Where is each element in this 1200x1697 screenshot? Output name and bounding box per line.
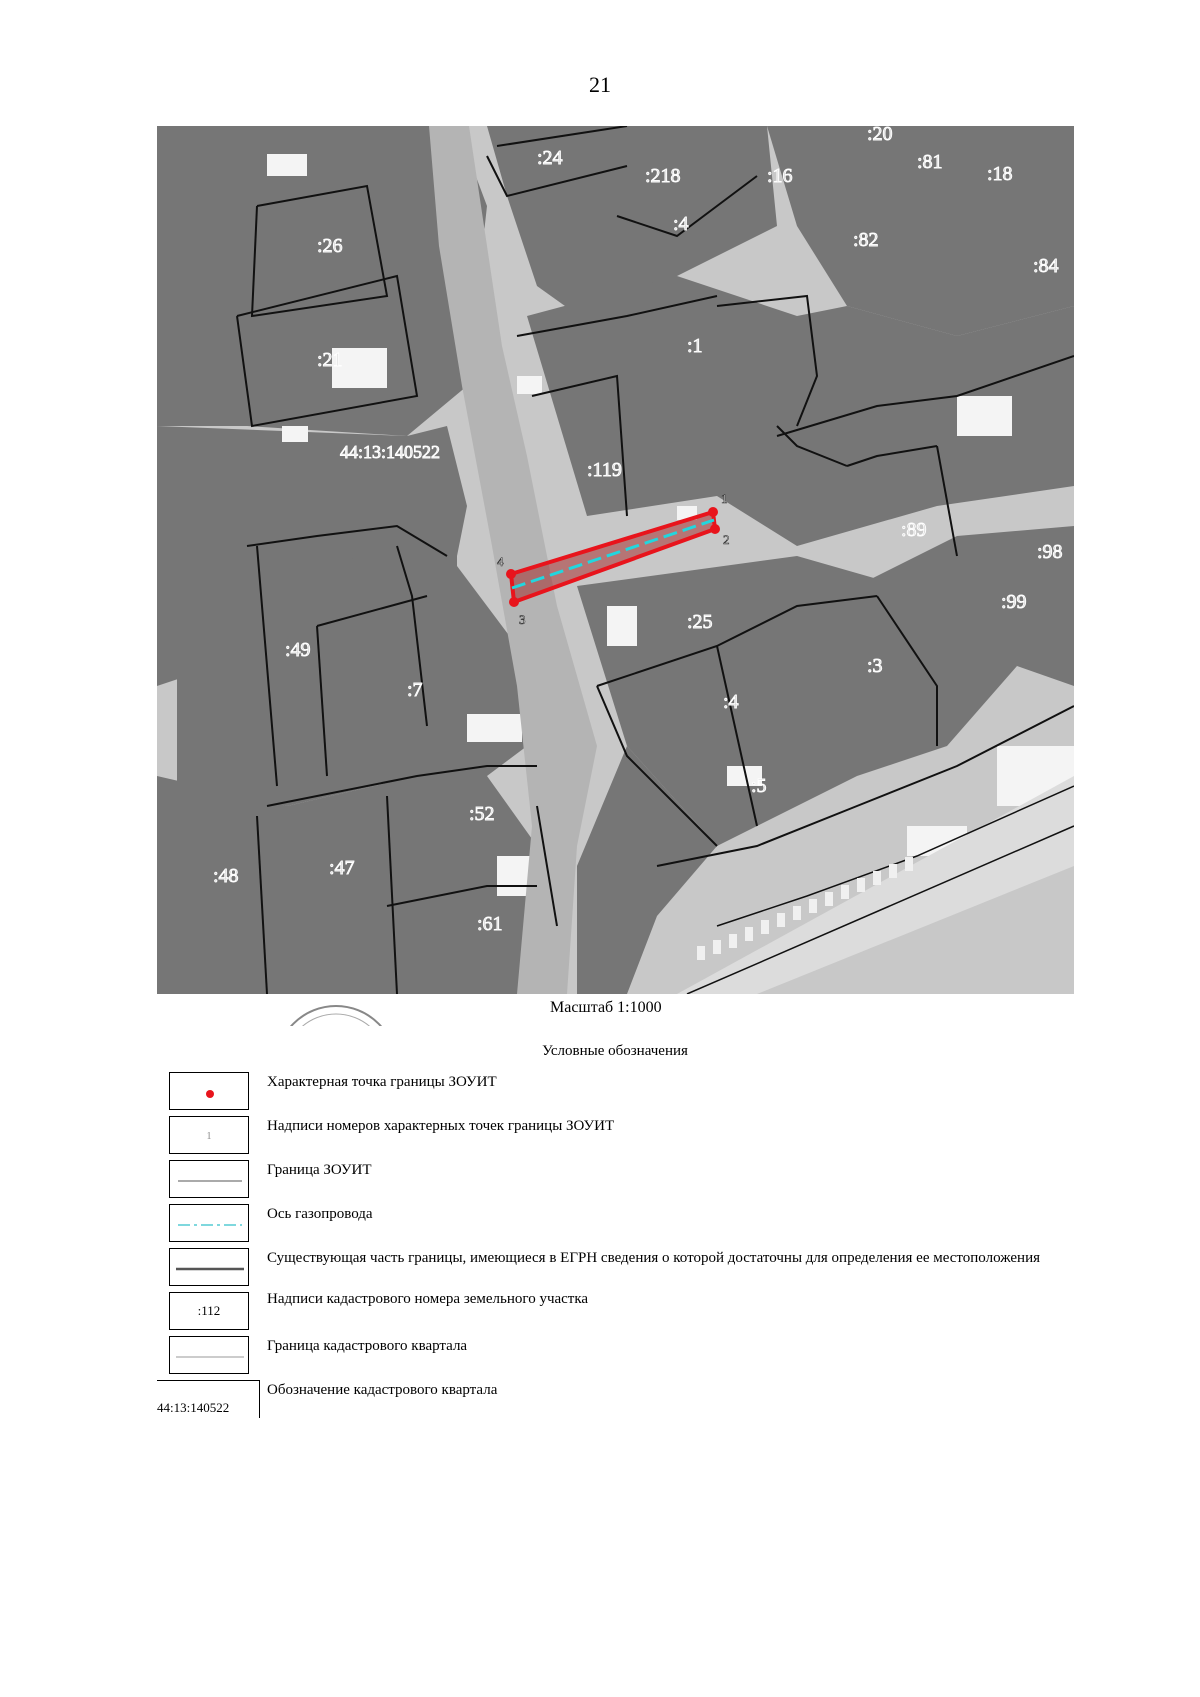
parcel-label: :89 (901, 519, 927, 541)
legend-label: Существующая часть границы, имеющиеся в ЕГРН сведения о которой достаточны для определения ее местоположения (267, 1250, 1040, 1266)
red-dot-icon (206, 1090, 214, 1098)
legend-label: Обозначение кадастрового квартала (267, 1382, 498, 1398)
parcel-number-sample: :112 (197, 1303, 221, 1318)
point-number-sample: 1 (206, 1131, 212, 1142)
seal-stamp (268, 1004, 404, 1026)
parcel-label: :47 (329, 857, 355, 879)
parcel-label: :21 (317, 349, 343, 371)
parcel-label: :119 (587, 459, 622, 481)
page-number: 21 (589, 72, 611, 97)
parcel-label: :3 (867, 655, 883, 677)
parcel-label: :82 (853, 229, 879, 251)
parcel-label: :7 (407, 679, 423, 701)
parcel-label: :25 (687, 611, 713, 633)
map-scale: Масштаб 1:1000 (550, 999, 662, 1016)
legend-label: Граница ЗОУИТ (267, 1162, 372, 1178)
parcel-label: :24 (537, 147, 563, 169)
legend-label: Надписи номеров характерных точек границы ЗОУИТ (267, 1118, 615, 1134)
legend-label: Ось газопровода (267, 1206, 373, 1222)
parcel-label: :16 (767, 165, 793, 187)
parcel-label: :48 (213, 865, 239, 887)
legend-label: Граница кадастрового квартала (267, 1338, 468, 1354)
parcel-label: :1 (687, 335, 703, 357)
parcel-label: :4 (673, 213, 689, 235)
parcel-label: :61 (477, 913, 503, 935)
parcel-label: :4 (723, 691, 739, 713)
zouit-point-label: 3 (519, 612, 526, 627)
zouit-point-label: 1 (721, 491, 728, 506)
quarter-number-sample: 44:13:140522 (157, 1400, 230, 1415)
parcel-label: :99 (1001, 591, 1027, 613)
legend-label: Надписи кадастрового номера земельного участка (267, 1291, 589, 1307)
zouit-point-label: 4 (497, 554, 504, 569)
zouit-point-label: 2 (723, 532, 730, 547)
parcel-label: :81 (917, 151, 943, 173)
parcel-label: :52 (469, 803, 495, 825)
legend-label: Характерная точка границы ЗОУИТ (267, 1074, 497, 1090)
parcel-label: :26 (317, 235, 343, 257)
cadastral-map (157, 126, 1074, 994)
parcel-label: :218 (645, 165, 681, 187)
cadastral-quarter-label: 44:13:140522 (340, 442, 441, 462)
legend-title: Условные обозначения (542, 1043, 688, 1059)
parcel-label: :20 (867, 126, 893, 145)
parcel-label: :5 (751, 775, 767, 797)
parcel-label: :98 (1037, 541, 1063, 563)
parcel-label: :84 (1033, 255, 1059, 277)
parcel-label: :18 (987, 163, 1013, 185)
parcel-label: :49 (285, 639, 311, 661)
